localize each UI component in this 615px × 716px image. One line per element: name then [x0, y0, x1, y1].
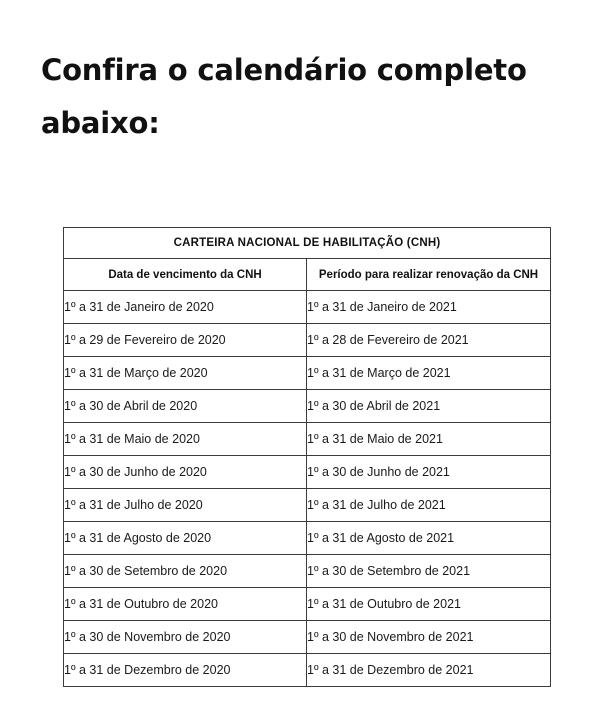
- cell-renovacao: 1º a 30 de Abril de 2021: [307, 390, 551, 423]
- cell-vencimento: 1º a 31 de Março de 2020: [64, 357, 307, 390]
- cell-vencimento: 1º a 31 de Agosto de 2020: [64, 522, 307, 555]
- table-row: [64, 324, 551, 357]
- cell-vencimento: 1º a 30 de Setembro de 2020: [64, 555, 307, 588]
- cnh-calendar-table: [63, 227, 551, 687]
- table-row: [64, 588, 551, 621]
- table-row: [64, 522, 551, 555]
- table-row: [64, 654, 551, 687]
- cell-vencimento: 1º a 31 de Maio de 2020: [64, 423, 307, 456]
- cell-renovacao: 1º a 31 de Dezembro de 2021: [307, 654, 551, 687]
- cell-renovacao: 1º a 31 de Maio de 2021: [307, 423, 551, 456]
- page-title-line-1: Confira o calendário completo: [41, 53, 527, 87]
- column-header-vencimento: Data de vencimento da CNH: [64, 259, 307, 291]
- cell-renovacao: 1º a 31 de Março de 2021: [307, 357, 551, 390]
- table-row: [64, 291, 551, 324]
- page-title: [41, 44, 561, 150]
- table-row: [64, 489, 551, 522]
- cell-vencimento: 1º a 30 de Novembro de 2020: [64, 621, 307, 654]
- table-title: CARTEIRA NACIONAL DE HABILITAÇÃO (CNH): [64, 228, 551, 259]
- cell-vencimento: 1º a 30 de Junho de 2020: [64, 456, 307, 489]
- cell-renovacao: 1º a 28 de Fevereiro de 2021: [307, 324, 551, 357]
- table-row: [64, 390, 551, 423]
- cell-renovacao: 1º a 31 de Agosto de 2021: [307, 522, 551, 555]
- table-row: [64, 423, 551, 456]
- cell-vencimento: 1º a 31 de Dezembro de 2020: [64, 654, 307, 687]
- table-row: [64, 456, 551, 489]
- column-header-renovacao: Período para realizar renovação da CNH: [307, 259, 551, 291]
- cell-vencimento: 1º a 31 de Outubro de 2020: [64, 588, 307, 621]
- cell-renovacao: 1º a 31 de Outubro de 2021: [307, 588, 551, 621]
- cell-vencimento: 1º a 31 de Julho de 2020: [64, 489, 307, 522]
- cnh-calendar-table-wrapper: [63, 227, 550, 687]
- cell-renovacao: 1º a 31 de Julho de 2021: [307, 489, 551, 522]
- table-row: [64, 555, 551, 588]
- table-title-row: [64, 228, 551, 259]
- cell-vencimento: 1º a 29 de Fevereiro de 2020: [64, 324, 307, 357]
- table-row: [64, 621, 551, 654]
- cell-vencimento: 1º a 31 de Janeiro de 2020: [64, 291, 307, 324]
- cell-renovacao: 1º a 30 de Junho de 2021: [307, 456, 551, 489]
- cell-renovacao: 1º a 31 de Janeiro de 2021: [307, 291, 551, 324]
- cell-vencimento: 1º a 30 de Abril de 2020: [64, 390, 307, 423]
- page-title-line-2: abaixo:: [41, 106, 160, 140]
- table-header-row: [64, 259, 551, 291]
- cell-renovacao: 1º a 30 de Novembro de 2021: [307, 621, 551, 654]
- cell-renovacao: 1º a 30 de Setembro de 2021: [307, 555, 551, 588]
- table-row: [64, 357, 551, 390]
